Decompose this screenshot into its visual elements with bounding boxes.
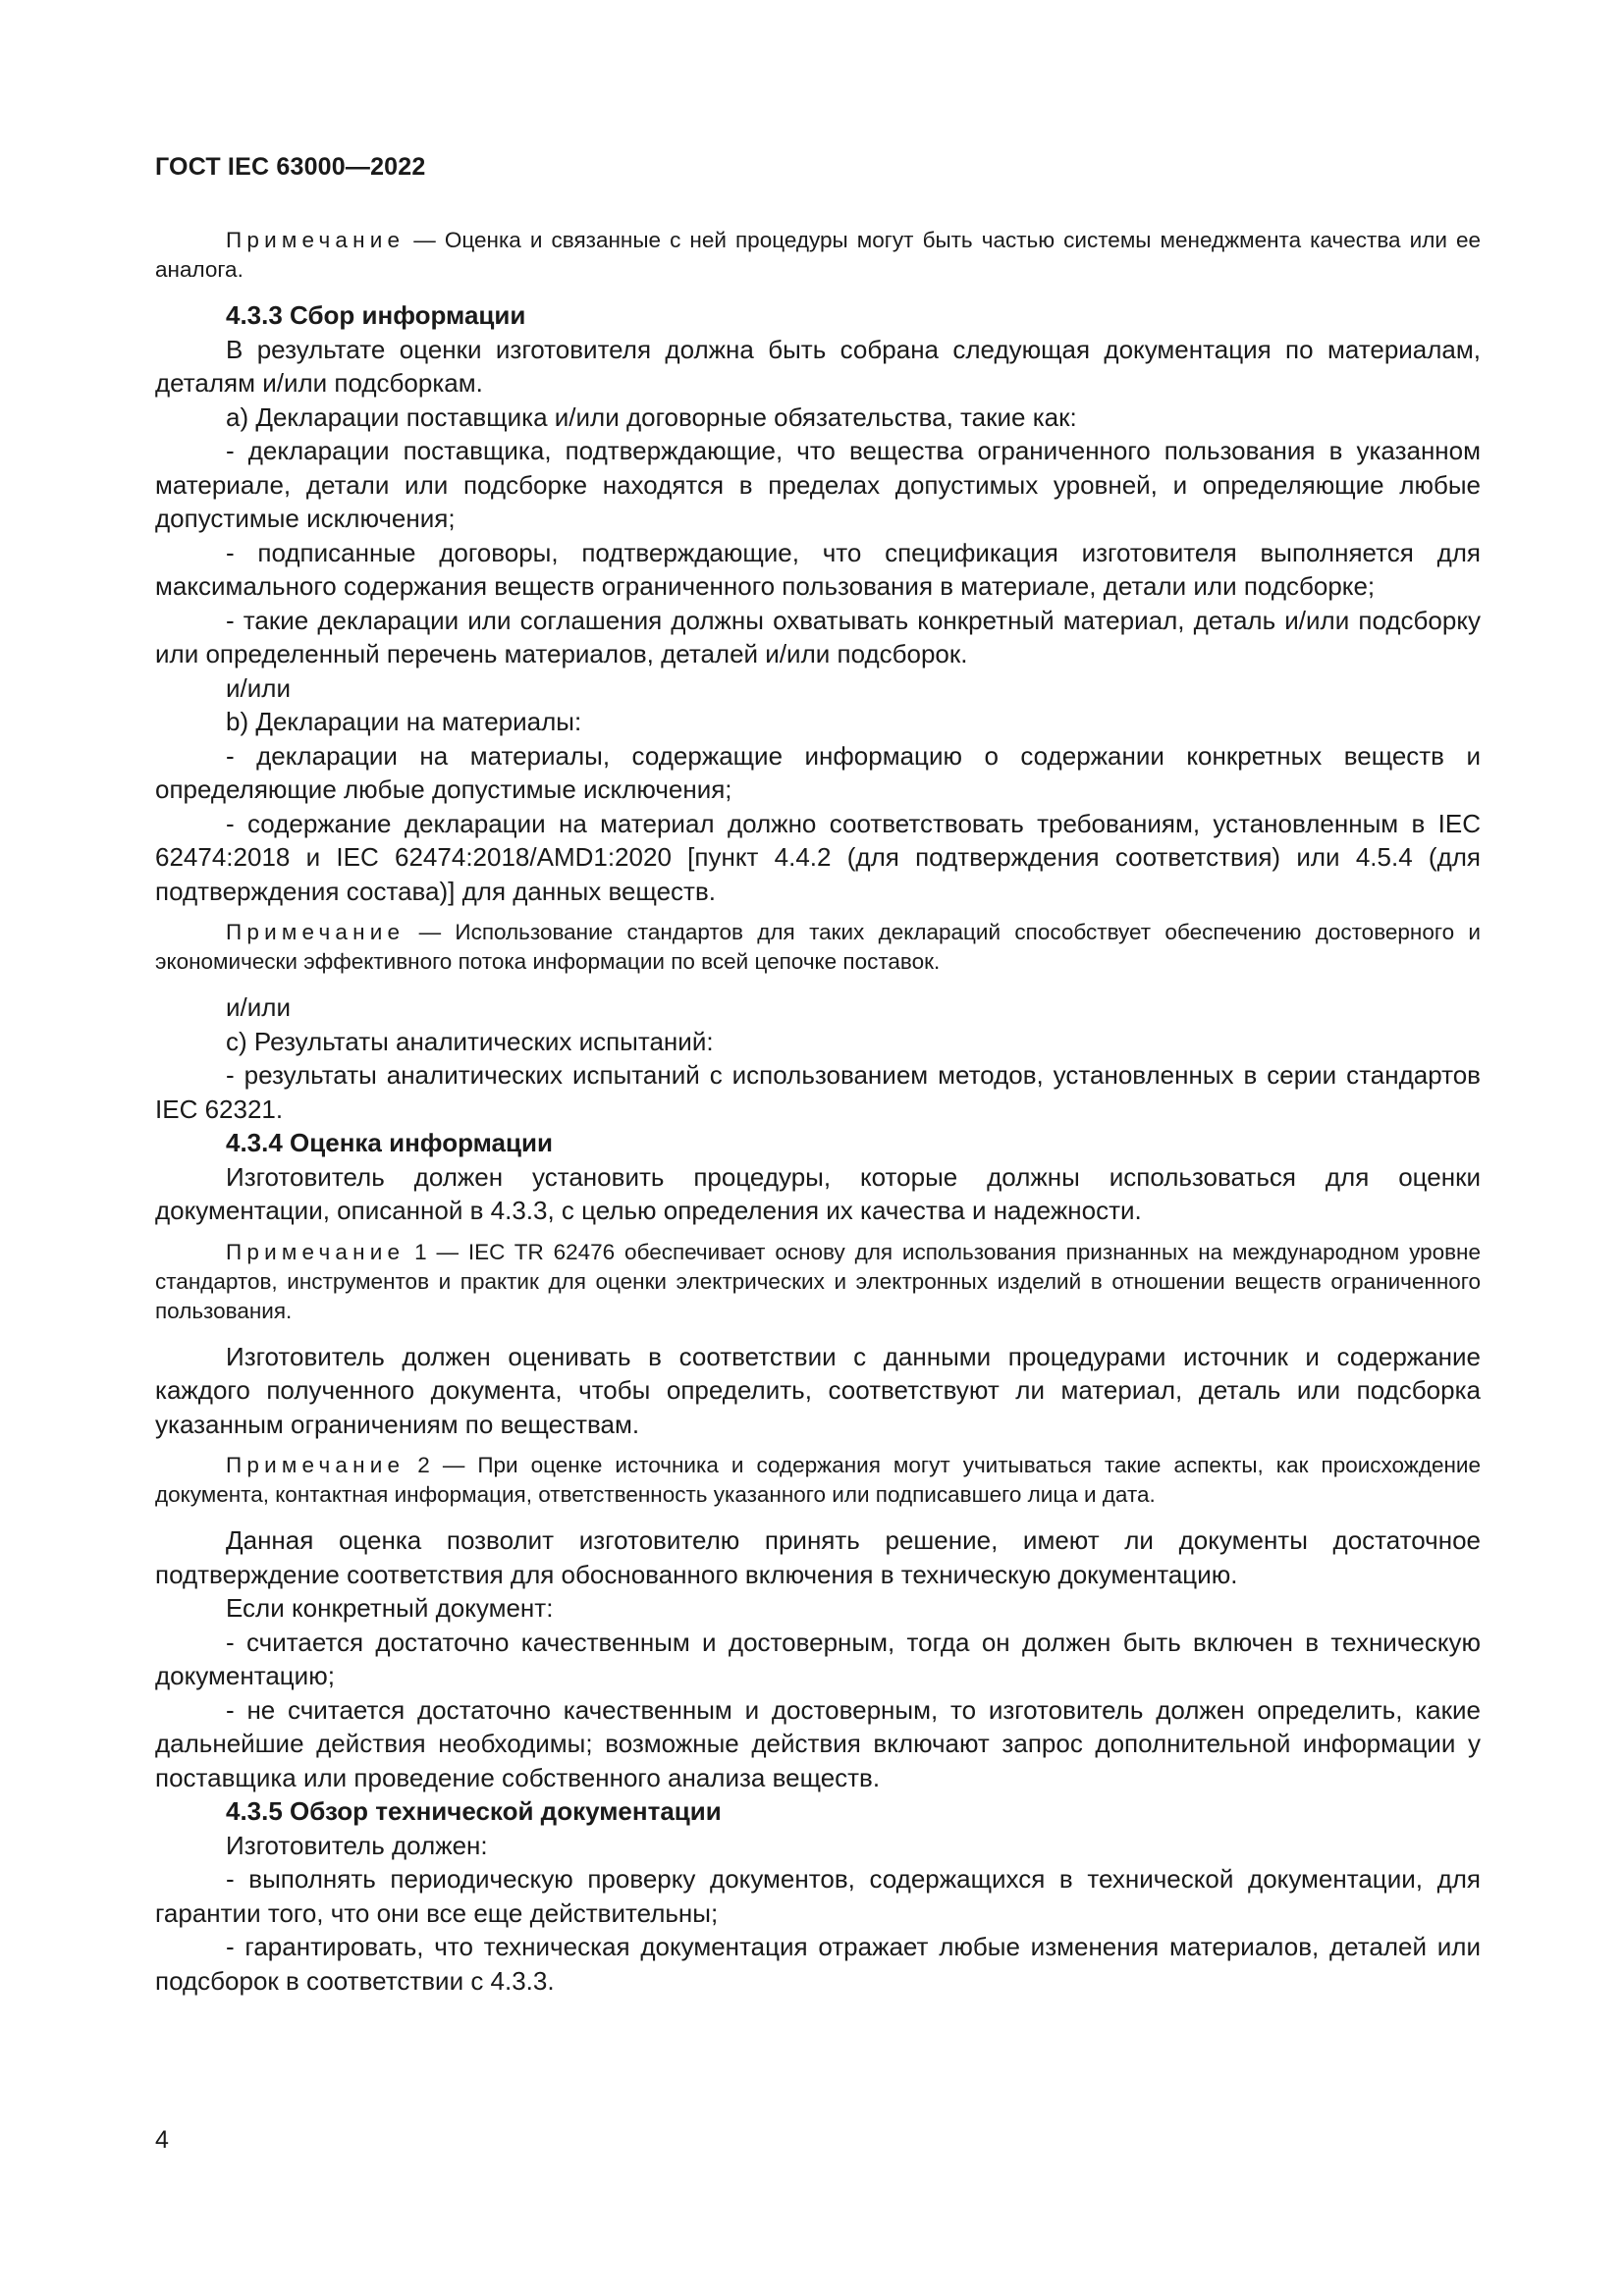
note-label: Примечание bbox=[226, 920, 406, 944]
note-text: — Оценка и связанные с ней процедуры могут быть частью системы менеджмента качества или ее аналога. bbox=[155, 228, 1481, 282]
note bbox=[155, 1238, 1481, 1326]
list-item-c: c) Результаты аналитических испытаний: bbox=[226, 1026, 714, 1056]
paragraph: В результате оценки изготовителя должна быть собрана следующая документация по материалам, деталям и/или подсборкам. bbox=[155, 334, 1481, 398]
list-item: - результаты аналитических испытаний с использованием методов, установленных в серии стандартов IEC 62321. bbox=[155, 1060, 1481, 1124]
note-label: Примечание bbox=[226, 228, 406, 252]
list-item: - декларации на материалы, содержащие информацию о содержании конкретных веществ и определяющие любые допустимые исключения; bbox=[155, 740, 1481, 804]
note-label: Примечание bbox=[226, 1239, 406, 1264]
note bbox=[155, 1451, 1481, 1510]
paragraph: Изготовитель должен оценивать в соответствии с данными процедурами источник и содержание каждого полученного документа, чтобы определить, соответствуют ли материал, деталь или подсборка указанным ограничениям по веществам. bbox=[155, 1341, 1481, 1439]
list-item: - не считается достаточно качественным и достоверным, то изготовитель должен определить, какие дальнейшие действия необходимы; возможные действия включают запрос дополнительной информации у поставщика или проведение собственного анализа веществ. bbox=[155, 1694, 1481, 1792]
section-heading-4-3-3: 4.3.3 Сбор информации bbox=[226, 300, 526, 330]
paragraph: Если конкретный документ: bbox=[226, 1593, 554, 1623]
section-heading-4-3-5: 4.3.5 Обзор технической документации bbox=[226, 1796, 722, 1826]
note-label: Примечание bbox=[226, 1453, 406, 1477]
note-text: 2 — При оценке источника и содержания могут учитываться такие аспекты, как происхождение документа, контактная информация, ответственность указанного или подписавшего лица и дата. bbox=[155, 1453, 1481, 1507]
document-body bbox=[155, 226, 1481, 1998]
paragraph: и/или bbox=[226, 992, 291, 1022]
note-text: — Использование стандартов для таких деклараций способствует обеспечению достоверного и экономически эффективного потока информации по всей цепочке поставок. bbox=[155, 920, 1481, 974]
list-item-a: a) Декларации поставщика и/или договорные обязательства, такие как: bbox=[226, 401, 1077, 432]
list-item: - декларации поставщика, подтверждающие, что вещества ограниченного пользования в указанном материале, детали или подсборке находятся в пределах допустимых уровней, и определяющие любые допустимые исключения; bbox=[155, 436, 1481, 533]
note-text: 1 — IEC TR 62476 обеспечивает основу для использования признанных на международном уровне стандартов, инструментов и практик для оценки электрических и электронных изделий в отношении веществ ограниченного пользования. bbox=[155, 1239, 1481, 1323]
list-item-b: b) Декларации на материалы: bbox=[226, 707, 582, 736]
paragraph: Данная оценка позволит изготовителю принять решение, имеют ли документы достаточное подтверждение соответствия для обоснованного включения в техническую документацию. bbox=[155, 1525, 1481, 1589]
note bbox=[155, 226, 1481, 285]
list-item: - гарантировать, что техническая документация отражает любые изменения материалов, деталей или подсборок в соответствии с 4.3.3. bbox=[155, 1932, 1481, 1996]
note bbox=[155, 918, 1481, 977]
section-heading-4-3-4: 4.3.4 Оценка информации bbox=[226, 1128, 553, 1157]
list-item: - подписанные договоры, подтверждающие, что спецификация изготовителя выполняется для максимального содержания веществ ограниченного пользования в материале, детали или подсборке; bbox=[155, 537, 1481, 601]
paragraph: Изготовитель должен: bbox=[226, 1830, 488, 1860]
list-item: - такие декларации или соглашения должны охватывать конкретный материал, деталь и/или подсборку или определенный перечень материалов, деталей и/или подсборок. bbox=[155, 605, 1481, 668]
list-item: - выполнять периодическую проверку документов, содержащихся в технической документации, для гарантии того, что они все еще действительны; bbox=[155, 1864, 1481, 1928]
list-item: - считается достаточно качественным и достоверным, тогда он должен быть включен в техническую документацию; bbox=[155, 1627, 1481, 1690]
document-code-header: ГОСТ IEC 63000—2022 bbox=[155, 153, 426, 181]
paragraph: и/или bbox=[226, 672, 291, 703]
paragraph: Изготовитель должен установить процедуры, которые должны использоваться для оценки документации, описанной в 4.3.3, с целью определения их качества и надежности. bbox=[155, 1161, 1481, 1225]
page-number: 4 bbox=[155, 2126, 169, 2154]
list-item: - содержание декларации на материал должно соответствовать требованиям, установленным в IEC 62474:2018 и IEC 62474:2018/AMD1:2020 [пункт 4.4.2 (для подтверждения соответствия) или 4.5.4 (для подтверждения состава)] для данных веществ. bbox=[155, 808, 1481, 906]
